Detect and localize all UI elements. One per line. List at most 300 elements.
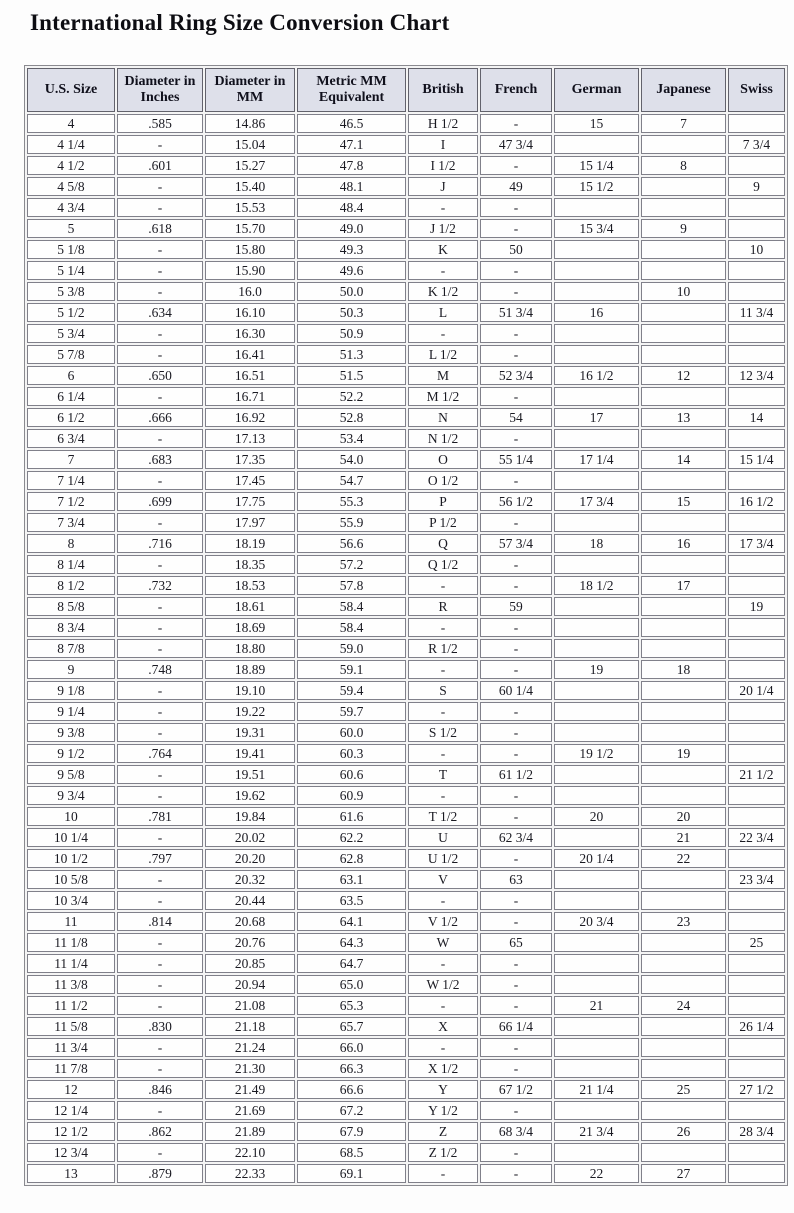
cell: 4 3/4 bbox=[27, 198, 115, 217]
cell: 18.53 bbox=[205, 576, 295, 595]
table-row bbox=[27, 1122, 785, 1141]
cell: - bbox=[117, 1101, 203, 1120]
cell: 19 bbox=[641, 744, 726, 763]
cell: 67 1/2 bbox=[480, 1080, 552, 1099]
cell: 65 bbox=[480, 933, 552, 952]
cell: 58.4 bbox=[297, 597, 406, 616]
cell: 11 1/8 bbox=[27, 933, 115, 952]
cell: J 1/2 bbox=[408, 219, 478, 238]
cell: 57 3/4 bbox=[480, 534, 552, 553]
cell: 12 bbox=[641, 366, 726, 385]
cell: 10 bbox=[728, 240, 785, 259]
cell: 20.02 bbox=[205, 828, 295, 847]
ring-size-conversion-table bbox=[24, 65, 788, 1186]
table-row bbox=[27, 555, 785, 574]
cell: 15 bbox=[641, 492, 726, 511]
cell: 8 bbox=[27, 534, 115, 553]
table-row bbox=[27, 723, 785, 742]
column-header: Swiss bbox=[728, 68, 785, 112]
cell: 18 bbox=[641, 660, 726, 679]
cell: 6 1/2 bbox=[27, 408, 115, 427]
cell: I 1/2 bbox=[408, 156, 478, 175]
cell: 15.70 bbox=[205, 219, 295, 238]
cell bbox=[728, 912, 785, 931]
cell bbox=[728, 1101, 785, 1120]
table-row bbox=[27, 261, 785, 280]
cell: 20.20 bbox=[205, 849, 295, 868]
cell: - bbox=[480, 996, 552, 1015]
cell: - bbox=[117, 765, 203, 784]
cell bbox=[728, 618, 785, 637]
cell bbox=[554, 933, 639, 952]
cell: 19.31 bbox=[205, 723, 295, 742]
cell: 5 1/2 bbox=[27, 303, 115, 322]
table-row bbox=[27, 744, 785, 763]
cell: - bbox=[117, 954, 203, 973]
cell: 9 1/4 bbox=[27, 702, 115, 721]
cell: - bbox=[117, 198, 203, 217]
cell bbox=[641, 1101, 726, 1120]
cell: 23 3/4 bbox=[728, 870, 785, 889]
table-row bbox=[27, 534, 785, 553]
table-row bbox=[27, 219, 785, 238]
cell: 20 1/4 bbox=[728, 681, 785, 700]
cell: .830 bbox=[117, 1017, 203, 1036]
cell: 18.89 bbox=[205, 660, 295, 679]
cell: 16 1/2 bbox=[728, 492, 785, 511]
cell: 15.04 bbox=[205, 135, 295, 154]
cell: 62 3/4 bbox=[480, 828, 552, 847]
cell: 9 3/4 bbox=[27, 786, 115, 805]
cell bbox=[728, 429, 785, 448]
cell bbox=[641, 471, 726, 490]
cell bbox=[728, 996, 785, 1015]
table-row bbox=[27, 933, 785, 952]
table-row bbox=[27, 366, 785, 385]
cell: 61 1/2 bbox=[480, 765, 552, 784]
table-row bbox=[27, 681, 785, 700]
cell: 59 bbox=[480, 597, 552, 616]
cell: - bbox=[480, 807, 552, 826]
cell: 21.18 bbox=[205, 1017, 295, 1036]
cell: V bbox=[408, 870, 478, 889]
cell: - bbox=[480, 429, 552, 448]
cell: 19.62 bbox=[205, 786, 295, 805]
cell: 11 bbox=[27, 912, 115, 931]
cell: Q bbox=[408, 534, 478, 553]
cell: 16.92 bbox=[205, 408, 295, 427]
cell: 23 bbox=[641, 912, 726, 931]
table-row bbox=[27, 198, 785, 217]
cell: - bbox=[117, 891, 203, 910]
cell: 11 3/4 bbox=[728, 303, 785, 322]
cell: 57.8 bbox=[297, 576, 406, 595]
cell: 54.0 bbox=[297, 450, 406, 469]
cell: .781 bbox=[117, 807, 203, 826]
cell: 18.35 bbox=[205, 555, 295, 574]
cell bbox=[641, 702, 726, 721]
cell: 16.71 bbox=[205, 387, 295, 406]
cell bbox=[554, 786, 639, 805]
cell: U bbox=[408, 828, 478, 847]
cell: - bbox=[117, 261, 203, 280]
table-row bbox=[27, 639, 785, 658]
cell: - bbox=[117, 618, 203, 637]
cell: 17 3/4 bbox=[554, 492, 639, 511]
cell: 19 1/2 bbox=[554, 744, 639, 763]
cell: - bbox=[480, 282, 552, 301]
cell: - bbox=[408, 1038, 478, 1057]
cell bbox=[554, 597, 639, 616]
cell: 46.5 bbox=[297, 114, 406, 133]
cell: 47 3/4 bbox=[480, 135, 552, 154]
table-row bbox=[27, 408, 785, 427]
cell: 14.86 bbox=[205, 114, 295, 133]
table-row bbox=[27, 324, 785, 343]
cell: 56 1/2 bbox=[480, 492, 552, 511]
cell: - bbox=[117, 513, 203, 532]
cell: 19 bbox=[554, 660, 639, 679]
cell: 8 1/2 bbox=[27, 576, 115, 595]
cell: 47.1 bbox=[297, 135, 406, 154]
cell: - bbox=[117, 639, 203, 658]
cell bbox=[554, 324, 639, 343]
cell bbox=[728, 849, 785, 868]
cell bbox=[641, 597, 726, 616]
cell: 20 bbox=[641, 807, 726, 826]
cell: 55 1/4 bbox=[480, 450, 552, 469]
cell: 11 5/8 bbox=[27, 1017, 115, 1036]
cell: - bbox=[408, 576, 478, 595]
cell: 21.69 bbox=[205, 1101, 295, 1120]
column-header: U.S. Size bbox=[27, 68, 115, 112]
table-row bbox=[27, 1038, 785, 1057]
page-title: International Ring Size Conversion Chart bbox=[30, 10, 450, 35]
cell bbox=[728, 723, 785, 742]
cell: - bbox=[117, 702, 203, 721]
cell bbox=[554, 723, 639, 742]
cell bbox=[554, 639, 639, 658]
table-row bbox=[27, 303, 785, 322]
cell: - bbox=[480, 954, 552, 973]
cell bbox=[554, 870, 639, 889]
table-row bbox=[27, 870, 785, 889]
cell: 53.4 bbox=[297, 429, 406, 448]
cell: - bbox=[117, 555, 203, 574]
cell: S bbox=[408, 681, 478, 700]
cell bbox=[641, 513, 726, 532]
cell: K bbox=[408, 240, 478, 259]
cell: N bbox=[408, 408, 478, 427]
cell: 10 1/2 bbox=[27, 849, 115, 868]
cell: 68.5 bbox=[297, 1143, 406, 1162]
cell bbox=[728, 576, 785, 595]
cell: 13 bbox=[27, 1164, 115, 1183]
header-row bbox=[27, 68, 785, 112]
table-row bbox=[27, 1059, 785, 1078]
cell: 22 bbox=[554, 1164, 639, 1183]
cell: M bbox=[408, 366, 478, 385]
cell: Q 1/2 bbox=[408, 555, 478, 574]
cell: - bbox=[480, 1101, 552, 1120]
table-row bbox=[27, 429, 785, 448]
cell: - bbox=[408, 618, 478, 637]
cell: .650 bbox=[117, 366, 203, 385]
cell: - bbox=[480, 513, 552, 532]
cell bbox=[554, 387, 639, 406]
cell: 27 1/2 bbox=[728, 1080, 785, 1099]
cell: - bbox=[480, 345, 552, 364]
cell: 15.40 bbox=[205, 177, 295, 196]
cell: 50.0 bbox=[297, 282, 406, 301]
cell: 15.53 bbox=[205, 198, 295, 217]
cell: 64.7 bbox=[297, 954, 406, 973]
cell bbox=[728, 261, 785, 280]
cell: - bbox=[117, 996, 203, 1015]
cell: - bbox=[480, 471, 552, 490]
cell: Z bbox=[408, 1122, 478, 1141]
cell: 12 1/4 bbox=[27, 1101, 115, 1120]
table-row bbox=[27, 660, 785, 679]
cell: 17 1/4 bbox=[554, 450, 639, 469]
cell: 60 1/4 bbox=[480, 681, 552, 700]
cell: 20.85 bbox=[205, 954, 295, 973]
cell: - bbox=[408, 891, 478, 910]
cell: .666 bbox=[117, 408, 203, 427]
cell bbox=[554, 1101, 639, 1120]
cell: 22.10 bbox=[205, 1143, 295, 1162]
cell: - bbox=[480, 849, 552, 868]
table-row bbox=[27, 849, 785, 868]
cell: - bbox=[408, 996, 478, 1015]
cell: - bbox=[408, 1164, 478, 1183]
cell bbox=[728, 198, 785, 217]
cell: 25 bbox=[641, 1080, 726, 1099]
cell: 63 bbox=[480, 870, 552, 889]
cell: 20 1/4 bbox=[554, 849, 639, 868]
cell: 21.30 bbox=[205, 1059, 295, 1078]
cell: 54.7 bbox=[297, 471, 406, 490]
cell: 17 bbox=[641, 576, 726, 595]
cell: 7 1/2 bbox=[27, 492, 115, 511]
cell: .814 bbox=[117, 912, 203, 931]
cell: 5 1/8 bbox=[27, 240, 115, 259]
column-header: Diameter in Inches bbox=[117, 68, 203, 112]
cell: H 1/2 bbox=[408, 114, 478, 133]
cell: 9 1/8 bbox=[27, 681, 115, 700]
cell: - bbox=[408, 702, 478, 721]
cell: 59.7 bbox=[297, 702, 406, 721]
table-row bbox=[27, 996, 785, 1015]
cell: 18 1/2 bbox=[554, 576, 639, 595]
cell: - bbox=[117, 828, 203, 847]
cell bbox=[554, 240, 639, 259]
cell: - bbox=[117, 282, 203, 301]
cell: - bbox=[117, 324, 203, 343]
cell: 15 3/4 bbox=[554, 219, 639, 238]
cell: 6 1/4 bbox=[27, 387, 115, 406]
cell: 66 1/4 bbox=[480, 1017, 552, 1036]
cell bbox=[554, 1017, 639, 1036]
cell: 48.4 bbox=[297, 198, 406, 217]
cell bbox=[728, 345, 785, 364]
cell bbox=[641, 261, 726, 280]
cell: 20.94 bbox=[205, 975, 295, 994]
cell: V 1/2 bbox=[408, 912, 478, 931]
table-row bbox=[27, 114, 785, 133]
cell: 19.10 bbox=[205, 681, 295, 700]
cell bbox=[728, 219, 785, 238]
cell: - bbox=[117, 240, 203, 259]
cell bbox=[641, 933, 726, 952]
cell bbox=[641, 891, 726, 910]
cell: - bbox=[480, 660, 552, 679]
cell: 55.3 bbox=[297, 492, 406, 511]
cell: - bbox=[117, 597, 203, 616]
cell bbox=[728, 387, 785, 406]
cell: 62.2 bbox=[297, 828, 406, 847]
cell: - bbox=[480, 1164, 552, 1183]
cell: - bbox=[480, 261, 552, 280]
cell: 20.44 bbox=[205, 891, 295, 910]
cell: - bbox=[408, 660, 478, 679]
cell: 10 bbox=[641, 282, 726, 301]
cell bbox=[641, 135, 726, 154]
cell: 16.51 bbox=[205, 366, 295, 385]
cell: 19.84 bbox=[205, 807, 295, 826]
cell: - bbox=[480, 639, 552, 658]
cell: - bbox=[408, 744, 478, 763]
cell: 15 1/2 bbox=[554, 177, 639, 196]
cell: 59.1 bbox=[297, 660, 406, 679]
cell: 64.3 bbox=[297, 933, 406, 952]
cell bbox=[554, 513, 639, 532]
cell bbox=[641, 177, 726, 196]
cell: - bbox=[480, 786, 552, 805]
cell: 18 bbox=[554, 534, 639, 553]
cell: - bbox=[117, 1143, 203, 1162]
cell: 68 3/4 bbox=[480, 1122, 552, 1141]
cell bbox=[728, 786, 785, 805]
cell: 66.0 bbox=[297, 1038, 406, 1057]
cell: .618 bbox=[117, 219, 203, 238]
cell bbox=[641, 870, 726, 889]
cell: .732 bbox=[117, 576, 203, 595]
cell: 21 bbox=[554, 996, 639, 1015]
table-row bbox=[27, 954, 785, 973]
cell: 48.1 bbox=[297, 177, 406, 196]
cell bbox=[554, 954, 639, 973]
table-row bbox=[27, 177, 785, 196]
column-header: Japanese bbox=[641, 68, 726, 112]
cell: - bbox=[480, 198, 552, 217]
cell: .683 bbox=[117, 450, 203, 469]
cell: - bbox=[480, 723, 552, 742]
cell: 7 1/4 bbox=[27, 471, 115, 490]
cell: - bbox=[117, 135, 203, 154]
cell: - bbox=[408, 954, 478, 973]
cell: 51.5 bbox=[297, 366, 406, 385]
cell: 50 bbox=[480, 240, 552, 259]
cell bbox=[641, 639, 726, 658]
cell: 49.0 bbox=[297, 219, 406, 238]
cell: X bbox=[408, 1017, 478, 1036]
cell: 24 bbox=[641, 996, 726, 1015]
cell: 15.90 bbox=[205, 261, 295, 280]
table-row bbox=[27, 240, 785, 259]
cell: 18.69 bbox=[205, 618, 295, 637]
cell: - bbox=[117, 723, 203, 742]
cell: 5 3/4 bbox=[27, 324, 115, 343]
cell: - bbox=[480, 618, 552, 637]
cell: 67.2 bbox=[297, 1101, 406, 1120]
cell: 4 bbox=[27, 114, 115, 133]
cell: - bbox=[408, 261, 478, 280]
table-row bbox=[27, 1101, 785, 1120]
cell: 69.1 bbox=[297, 1164, 406, 1183]
cell: 49 bbox=[480, 177, 552, 196]
cell: J bbox=[408, 177, 478, 196]
cell: 17.97 bbox=[205, 513, 295, 532]
cell: 19.22 bbox=[205, 702, 295, 721]
cell: 15 bbox=[554, 114, 639, 133]
cell: 8 5/8 bbox=[27, 597, 115, 616]
cell: X 1/2 bbox=[408, 1059, 478, 1078]
cell: - bbox=[117, 681, 203, 700]
cell: 5 1/4 bbox=[27, 261, 115, 280]
cell bbox=[554, 681, 639, 700]
cell bbox=[641, 954, 726, 973]
table-header bbox=[27, 68, 785, 112]
cell: 26 1/4 bbox=[728, 1017, 785, 1036]
cell bbox=[641, 723, 726, 742]
cell: P bbox=[408, 492, 478, 511]
cell: 17.13 bbox=[205, 429, 295, 448]
cell bbox=[641, 618, 726, 637]
column-header: British bbox=[408, 68, 478, 112]
cell: .797 bbox=[117, 849, 203, 868]
cell: 51 3/4 bbox=[480, 303, 552, 322]
cell bbox=[641, 1059, 726, 1078]
cell: 10 3/4 bbox=[27, 891, 115, 910]
cell: 66.6 bbox=[297, 1080, 406, 1099]
cell bbox=[728, 156, 785, 175]
cell bbox=[554, 282, 639, 301]
cell: O 1/2 bbox=[408, 471, 478, 490]
cell: 50.9 bbox=[297, 324, 406, 343]
table-row bbox=[27, 576, 785, 595]
cell bbox=[554, 429, 639, 448]
cell: 10 bbox=[27, 807, 115, 826]
table-row bbox=[27, 786, 785, 805]
cell: - bbox=[480, 891, 552, 910]
table-row bbox=[27, 975, 785, 994]
cell: 8 3/4 bbox=[27, 618, 115, 637]
table-row bbox=[27, 471, 785, 490]
cell: 21.89 bbox=[205, 1122, 295, 1141]
cell bbox=[554, 828, 639, 847]
cell: - bbox=[117, 1059, 203, 1078]
cell: 21 1/4 bbox=[554, 1080, 639, 1099]
cell: - bbox=[480, 324, 552, 343]
cell: W 1/2 bbox=[408, 975, 478, 994]
column-header: Diameter in MM bbox=[205, 68, 295, 112]
cell: - bbox=[408, 198, 478, 217]
cell: S 1/2 bbox=[408, 723, 478, 742]
table-row bbox=[27, 156, 785, 175]
cell: T bbox=[408, 765, 478, 784]
cell: 51.3 bbox=[297, 345, 406, 364]
